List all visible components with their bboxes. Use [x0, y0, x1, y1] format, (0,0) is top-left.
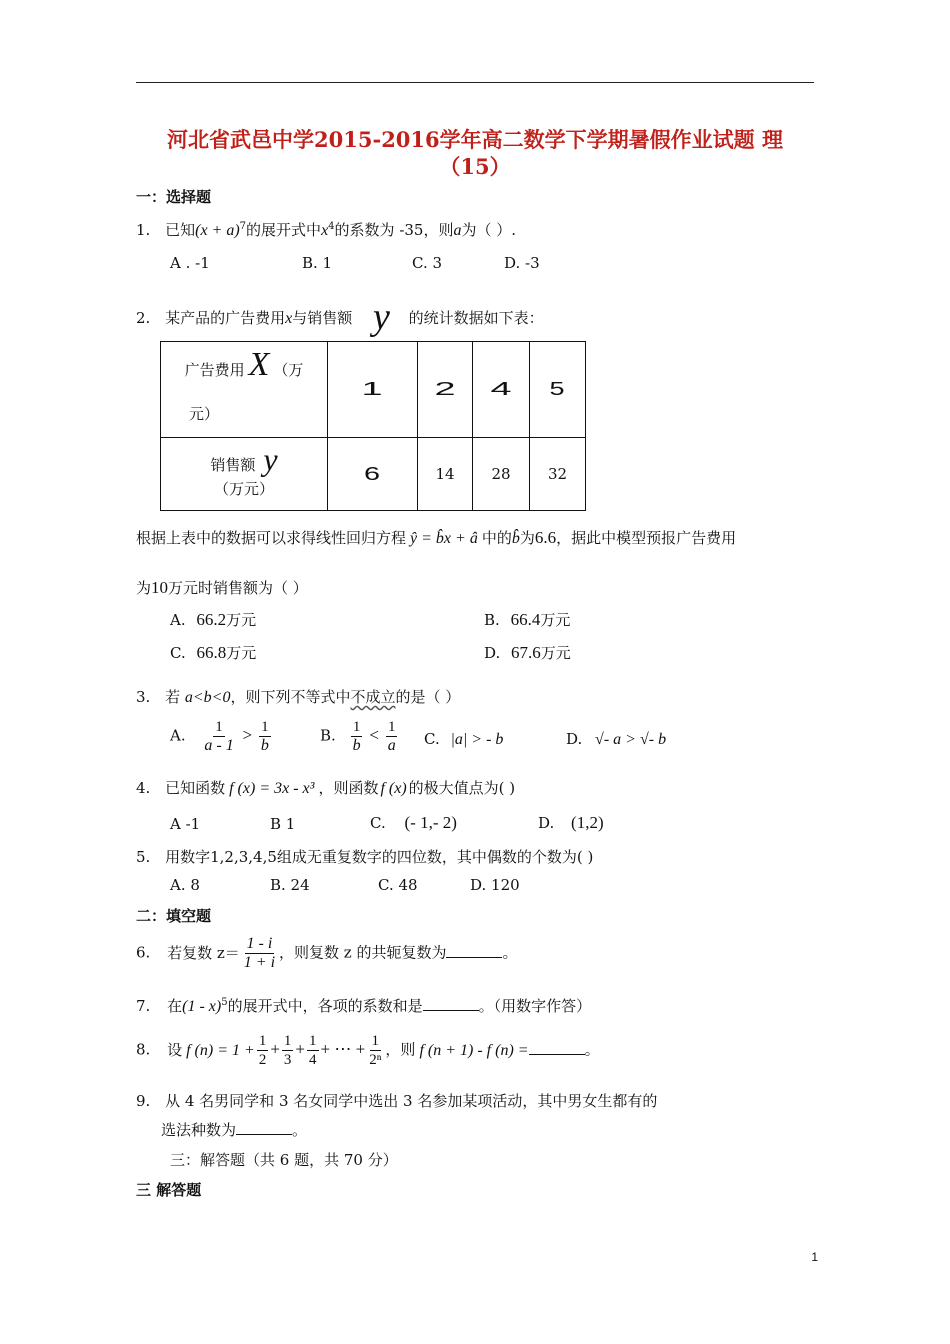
question-2: 2. 某产品的广告费用x与销售额 y 的统计数据如下表：: [136, 296, 544, 338]
option-b: B. 66.4万元: [484, 610, 571, 629]
option-a: A. 8: [170, 876, 200, 894]
question-number: 9.: [136, 1092, 151, 1110]
question-number: 8.: [136, 1040, 151, 1059]
question-3: 3. 若 a<b<0，则下列不等式中不成立的是（ ）: [136, 688, 461, 706]
answer-blank: [236, 1120, 292, 1135]
question-number: 2.: [136, 309, 151, 327]
option-c: C. 66.8万元: [170, 643, 257, 662]
option-b: B. 24: [270, 876, 310, 894]
page-number: 1: [811, 1250, 818, 1264]
table-row: [161, 342, 586, 438]
option-c: C. 48: [378, 876, 418, 894]
answer-blank: [446, 943, 502, 958]
data-table: [160, 341, 586, 511]
option-d: D. (1,2): [538, 813, 604, 832]
option-a: A -1: [170, 815, 201, 833]
question-number: 6.: [136, 943, 151, 962]
table-cell: 6: [328, 438, 418, 511]
question-number: 7.: [136, 997, 151, 1015]
answer-blank: [423, 996, 479, 1011]
header-rule: [136, 82, 814, 83]
table-cell: 2: [418, 342, 473, 438]
table-row: [161, 438, 586, 511]
option-a: A. 66.2万元: [170, 610, 257, 629]
question-number: 3.: [136, 688, 151, 706]
regression-question: 为10万元时销售额为（ ）: [136, 578, 308, 597]
question-8: 8. 设 f (n) = 1 + $\frac{1}{2}$ + $\frac{1}{3}$ + $\frac{1}{4}$ + ⋯ + $\frac{1}{\text{2ⁿ}}$ ，则 f (n + 1) - f (n) = 。: [136, 1033, 600, 1068]
option-b: B. 1: [302, 254, 333, 272]
section-note: 三：解答题（共 6 题，共 70 分）: [170, 1151, 398, 1169]
option-a: A . -1: [170, 254, 210, 272]
option-b: B. $\frac{1}{b}$ < $\frac{1}{a}$: [320, 719, 396, 754]
option-c: C. (- 1,- 2): [370, 813, 457, 832]
table-cell: 1: [328, 342, 418, 438]
question-4: 4. 已知函数 f (x) = 3x - x³ ，则函数 f (x) 的极大值点为( ): [136, 779, 516, 797]
table-cell: 32: [530, 438, 586, 511]
option-c: C. 3: [412, 254, 443, 272]
question-7: 7. 在(1 - x)$^5$的展开式中，各项的系数和是 。（用数字作答）: [136, 997, 592, 1015]
option-a: A. $\frac{1}{a - 1}$ > $\frac{1}{b}$: [170, 719, 269, 754]
page-title: 河北省武邑中学2015-2016学年高二数学下学期暑假作业试题 理: [167, 127, 783, 152]
answer-blank: [529, 1040, 585, 1055]
question-number: 5.: [136, 848, 151, 866]
question-9: 9. 从 4 名男同学和 3 名女同学中选出 3 名参加某项活动，其中男女生都有的: [136, 1092, 658, 1110]
table-cell: 4: [473, 342, 530, 438]
table-cell: 5: [530, 342, 586, 438]
option-d: D. 120: [470, 876, 520, 894]
question-1: 1. 已知$(x + a)^7$的展开式中$x^4$的系数为 -35，则a为（ ）.: [136, 221, 517, 239]
table-cell: 28: [473, 438, 530, 511]
question-number: 4.: [136, 779, 151, 797]
question-5: 5. 用数字1,2,3,4,5组成无重复数字的四位数，其中偶数的个数为( ): [136, 848, 594, 866]
option-d: D. √- a > √- b: [566, 730, 667, 748]
table-cell: 销售额 y （万元）: [161, 438, 328, 511]
table-cell: 广告费用 X （万 元）: [161, 342, 328, 438]
question-6: 6. 若复数 z＝ $\frac{1 - i}{1 + i}$ ，则复数 z 的共轭复数为 。: [136, 935, 518, 971]
section-heading: 三 解答题: [136, 1181, 202, 1199]
section-heading: 二：填空题: [136, 907, 212, 925]
section-heading: 一：选择题: [136, 188, 212, 206]
table-cell: 14: [418, 438, 473, 511]
option-d: D. 67.6万元: [484, 643, 571, 662]
option-d: D. -3: [504, 254, 540, 272]
question-9-line2: 选法种数为 。: [161, 1121, 308, 1139]
regression-text: 根据上表中的数据可以求得线性回归方程 ŷ = b̂x + â 中的b̂为6.6，据此中模型预报广告费用: [136, 528, 737, 547]
option-b: B 1: [270, 815, 296, 833]
question-number: 1.: [136, 221, 151, 239]
page-title-number: （15）: [439, 154, 511, 179]
option-c: C. |a| > - b: [424, 730, 504, 748]
